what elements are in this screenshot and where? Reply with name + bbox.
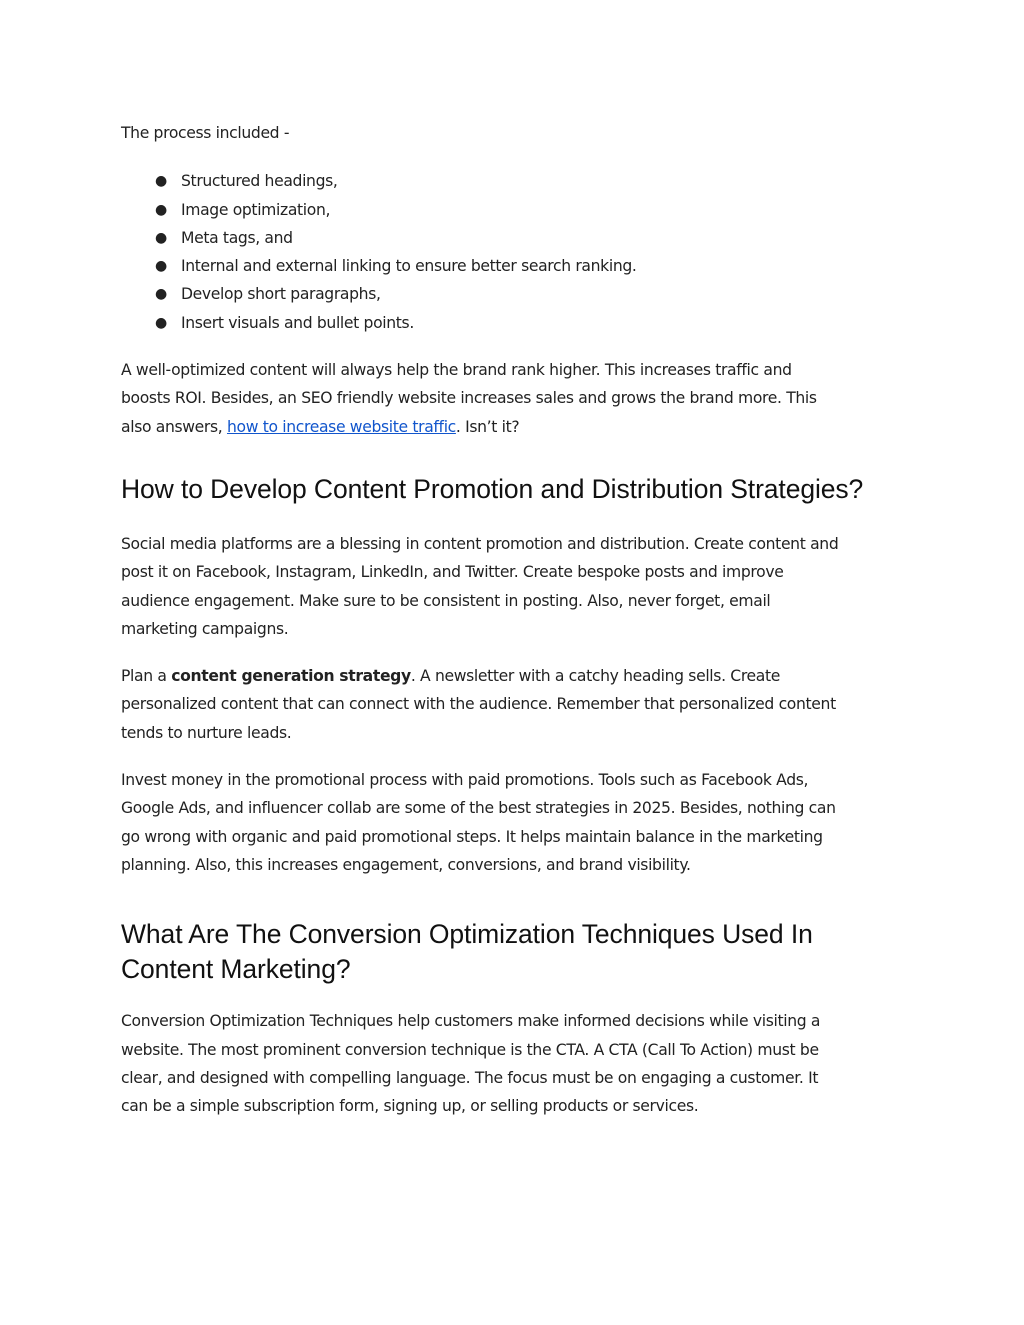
bullet-icon: ● xyxy=(155,286,167,303)
list-item xyxy=(121,252,911,280)
intro-text: The process included - xyxy=(121,124,290,142)
paragraph-line: Conversion Optimization Techniques help customers make informed decisions while visiting a xyxy=(121,1012,821,1031)
paragraph-line: tends to nurture leads. xyxy=(121,723,292,742)
paragraph-social-media xyxy=(121,530,911,643)
list-item-text: Insert visuals and bullet points. xyxy=(181,313,414,332)
paragraph-line: planning. Also, this increases engagement, conversions, and brand visibility. xyxy=(121,855,691,874)
paragraph-cta xyxy=(121,1007,911,1120)
list-item-text: Structured headings, xyxy=(181,172,338,191)
list-item-text: Meta tags, and xyxy=(181,228,293,247)
paragraph-content-strategy xyxy=(121,662,911,747)
paragraph-paid-promotion xyxy=(121,766,911,879)
list-item xyxy=(121,167,911,195)
bullet-icon: ● xyxy=(155,173,167,190)
list-item-text: Develop short paragraphs, xyxy=(181,285,381,304)
website-traffic-link[interactable]: how to increase website traffic xyxy=(226,417,456,436)
paragraph-line: can be a simple subscription form, signing up, or selling products or services. xyxy=(121,1097,699,1116)
paragraph-line: also answers, xyxy=(121,417,227,436)
list-item xyxy=(121,280,911,308)
paragraph-line: Google Ads, and influencer collab are some of the best strategies in 2025. Besides, nothing can xyxy=(121,799,836,818)
paragraph-seo-benefits xyxy=(121,356,911,441)
bullet-icon: ● xyxy=(155,229,167,246)
bullet-icon: ● xyxy=(155,201,167,218)
bullet-list xyxy=(121,167,911,337)
document-page xyxy=(121,119,911,1139)
paragraph-line: marketing campaigns. xyxy=(121,619,289,638)
paragraph-line: post it on Facebook, Instagram, LinkedIn, and Twitter. Create bespoke posts and improve xyxy=(121,563,784,582)
paragraph-line: . A newsletter with a catchy heading sells. Create xyxy=(410,667,780,686)
heading-line: Content Marketing? xyxy=(121,954,351,985)
paragraph-line: Invest money in the promotional process with paid promotions. Tools such as Facebook Ads, xyxy=(121,771,809,790)
paragraph-line: Plan a xyxy=(121,667,172,686)
paragraph-line: Social media platforms are a blessing in content promotion and distribution. Create content and xyxy=(121,534,839,553)
list-item-text: Internal and external linking to ensure better search ranking. xyxy=(181,257,637,276)
section-heading-promotion: How to Develop Content Promotion and Distribution Strategies? xyxy=(121,473,864,504)
list-item xyxy=(121,196,911,224)
list-item-text: Image optimization, xyxy=(181,200,331,219)
paragraph-line: boosts ROI. Besides, an SEO friendly website increases sales and grows the brand more. This xyxy=(121,389,817,408)
list-item xyxy=(121,309,911,337)
bullet-icon: ● xyxy=(155,314,167,331)
paragraph-line: audience engagement. Make sure to be consistent in posting. Also, never forget, email xyxy=(121,591,771,610)
paragraph-line: . Isn’t it? xyxy=(455,417,520,436)
paragraph-line: go wrong with organic and paid promotional steps. It helps maintain balance in the marketing xyxy=(121,827,823,846)
list-item xyxy=(121,224,911,252)
bullet-icon: ● xyxy=(155,258,167,275)
paragraph-line: A well-optimized content will always help the brand rank higher. This increases traffic and xyxy=(121,361,792,380)
paragraph-line: clear, and designed with compelling language. The focus must be on engaging a customer. It xyxy=(121,1068,819,1087)
bold-phrase: content generation strategy xyxy=(171,667,411,686)
paragraph-line: personalized content that can connect with the audience. Remember that personalized content xyxy=(121,695,836,714)
paragraph-line: website. The most prominent conversion technique is the CTA. A CTA (Call To Action) must be xyxy=(121,1040,819,1059)
section-heading-conversion xyxy=(121,917,911,987)
heading-line: What Are The Conversion Optimization Techniques Used In xyxy=(121,919,813,950)
